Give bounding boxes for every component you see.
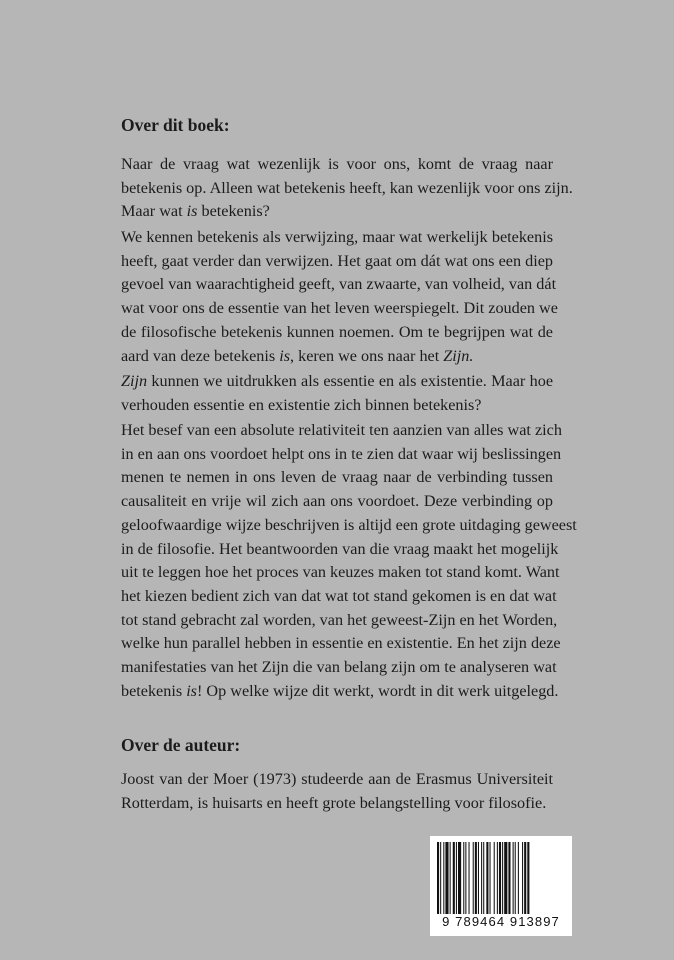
barcode-bar — [499, 842, 501, 914]
barcode-bar — [453, 842, 455, 914]
barcode-bar — [486, 842, 488, 914]
barcode-bar — [504, 842, 507, 914]
barcode-bar — [527, 842, 529, 914]
barcode-bar — [513, 842, 514, 914]
barcode-bar — [445, 842, 448, 914]
author-paragraph: Joost van der Moer (1973) studeerde aan de Erasmus Universiteit Rotterdam, is huisarts en heeft grote belangstelling voor filosofie. — [121, 770, 553, 812]
barcode-bar — [456, 842, 457, 914]
barcode-bar — [497, 842, 498, 914]
barcode-bars — [437, 842, 565, 914]
barcode-bar — [463, 842, 464, 914]
about-book-heading: Over dit boek: — [121, 115, 230, 135]
paragraph-2: We kennen betekenis als verwijzing, maar wat werkelijk betekenis heeft, gaat verder dan verwijzen. Het gaat om dát wat ons een diep gevoel van waarachtigheid geeft, van zwaarte, van volheid, van dát wat voor ons de essentie van het leven weerspiegelt. Dit zouden we de filosofische betekenis kunnen noemen. Om te begrijpen wat de aard van deze betekenis is, keren we ons naar het Zijn. — [121, 228, 558, 365]
barcode-bar — [458, 842, 461, 914]
barcode-bar — [443, 842, 444, 914]
barcode-bar — [469, 842, 470, 914]
paragraph-4: Het besef van een absolute relativiteit ten aanzien van alles wat zich in en aan ons voordoet helpt ons in te zien dat waar wij beslissingen menen te nemen in ons leven de vraag naar de verbinding tussen causaliteit en vrije wil zich aan ons voordoet. Deze verbinding op geloofwaardige wijze beschrijven is altijd een grote uitdaging geweest in de filosofie. Het beantwoorden van die vraag maakt het mogelijk uit te leggen hoe het proces van keuzes maken tot stand komt. Want het kiezen bedient zich van dat wat tot stand gekomen is en dat wat tot stand gebracht zal worden, van het geweest-Zijn en het Worden, welke hun parallel hebben in essentie en existentie. En het zijn deze manifestaties van het Zijn die van belang zijn om te analyseren wat betekenis is! Op welke wijze dit werkt, wordt in dit werk uitgelegd. — [121, 421, 577, 700]
barcode-bar — [450, 842, 451, 914]
isbn-barcode — [430, 836, 572, 936]
barcode-bar — [524, 842, 526, 914]
barcode-bar — [518, 842, 519, 914]
barcode-bar — [515, 842, 516, 914]
paragraph-1: Naar de vraag wat wezenlijk is voor ons, komt de vraag naar betekenis op. Alleen wat betekenis heeft, kan wezenlijk voor ons zijn. Maar wat is betekenis? — [121, 155, 573, 221]
barcode-bar — [440, 842, 441, 914]
barcode-bar — [437, 842, 439, 914]
barcode-bar — [475, 842, 477, 914]
barcode-bar — [465, 842, 466, 914]
barcode-bar — [483, 842, 484, 914]
barcode-bar — [502, 842, 503, 914]
isbn-digits: 9 789464 913897 — [442, 914, 560, 929]
about-author-heading: Over de auteur: — [121, 735, 241, 755]
barcode-bar — [508, 842, 510, 914]
barcode-bar — [473, 842, 474, 914]
barcode-bar — [522, 842, 523, 914]
barcode-bar — [481, 842, 482, 914]
barcode-bar — [490, 842, 491, 914]
barcode-bar — [478, 842, 479, 914]
paragraph-3: Zijn kunnen we uitdrukken als essentie en als existentie. Maar hoe verhouden essentie en existentie zich binnen betekenis? — [121, 372, 553, 414]
barcode-bar — [494, 842, 495, 914]
